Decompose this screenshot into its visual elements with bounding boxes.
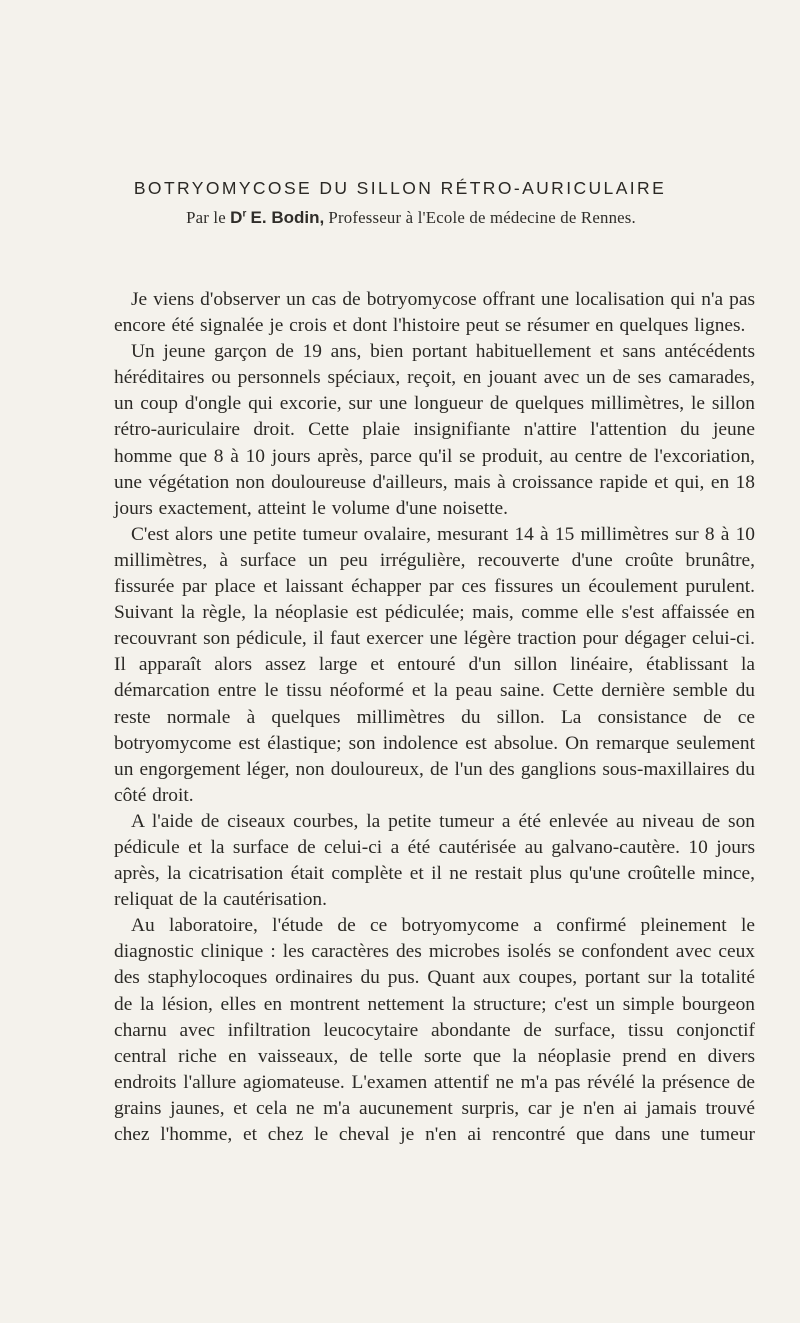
paragraph-3: C'est alors une petite tumeur ovalaire, mesurant 14 à 15 millimètres sur 8 à 10 millimètres, à surface un peu irrégulière, recouverte d'une croûte brunâtre, fissurée par place et laissant échapper par ces fissures un écoulement purulent. Suivant la règle, la néoplasie est pédiculée; mais, comme elle s'est affaissée en recouvrant son pédicule, il faut exercer une légère traction pour dégager celui-ci. Il apparaît alors assez large et entouré d'un sillon linéaire, établissant la démarcation entre le tissu néoformé et la peau saine. Cette dernière semble du reste normale à quelques millimètres du sillon. La consistance de ce botryomycome est élastique; son indolence est absolue. On remarque seulement un engorgement léger, non douloureux, de l'un des ganglions sous-maxillaires du côté droit. bbox=[114, 523, 755, 806]
article-byline bbox=[0, 206, 800, 230]
byline-prefix: Par le bbox=[186, 208, 226, 227]
article-title: BOTRYOMYCOSE DU SILLON RÉTRO-AURICULAIRE bbox=[133, 178, 667, 198]
paragraph-1: Je viens d'observer un cas de botryomycose offrant une localisation qui n'a pas encore été signalée je crois et dont l'histoire peut se résumer en quelques lignes. bbox=[114, 289, 755, 337]
byline-doctor-sup: r bbox=[242, 208, 247, 220]
byline-affiliation: Professeur à l'Ecole de médecine de Rennes. bbox=[328, 208, 636, 227]
article-body bbox=[114, 287, 755, 1148]
paragraph-5: Au laboratoire, l'étude de ce botryomycome a confirmé pleinement le diagnostic clinique : les caractères des microbes isolés se confondent avec ceux des staphylocoques ordinaires du pus. Quant aux coupes, portant sur la totalité de la lésion, elles en montrent nettement la structure; c'est un simple bourgeon charnu avec infiltration leucocytaire abondante de surface, tissu conjonctif central riche en vaisseaux, de telle sorte que la néoplasie prend en divers endroits l'allure agiomateuse. L'examen attentif ne m'a pas révélé la présence de grains jaunes, et cela ne m'a aucunement surpris, car je n'en ai jamais trouvé chez l'homme, et chez le cheval je n'en ai rencontré que dans une tumeur bbox=[114, 915, 755, 1145]
byline-doctor: D bbox=[230, 208, 243, 227]
byline-author: E. Bodin, bbox=[250, 208, 325, 227]
paragraph-2: Un jeune garçon de 19 ans, bien portant habituellement et sans antécédents héréditaires ou personnels spéciaux, reçoit, en jouant avec un de ses camarades, un coup d'ongle qui excorie, sur une longueur de quelques millimètres, le sillon rétro-auriculaire droit. Cette plaie insignifiante n'attire l'attention du jeune homme que 8 à 10 jours après, parce qu'il se produit, au centre de l'excoriation, une végétation non douloureuse d'ailleurs, mais à croissance rapide et qui, en 18 jours exactement, atteint le volume d'une noisette. bbox=[114, 341, 755, 519]
byline-doctor-title bbox=[230, 208, 246, 227]
paragraph-4: A l'aide de ciseaux courbes, la petite tumeur a été enlevée au niveau de son pédicule et la surface de celui-ci a été cautérisée au galvano-cautère. 10 jours après, la cicatrisation était complète et il ne restait plus qu'une croûtelle mince, reliquat de la cautérisation. bbox=[114, 810, 755, 911]
